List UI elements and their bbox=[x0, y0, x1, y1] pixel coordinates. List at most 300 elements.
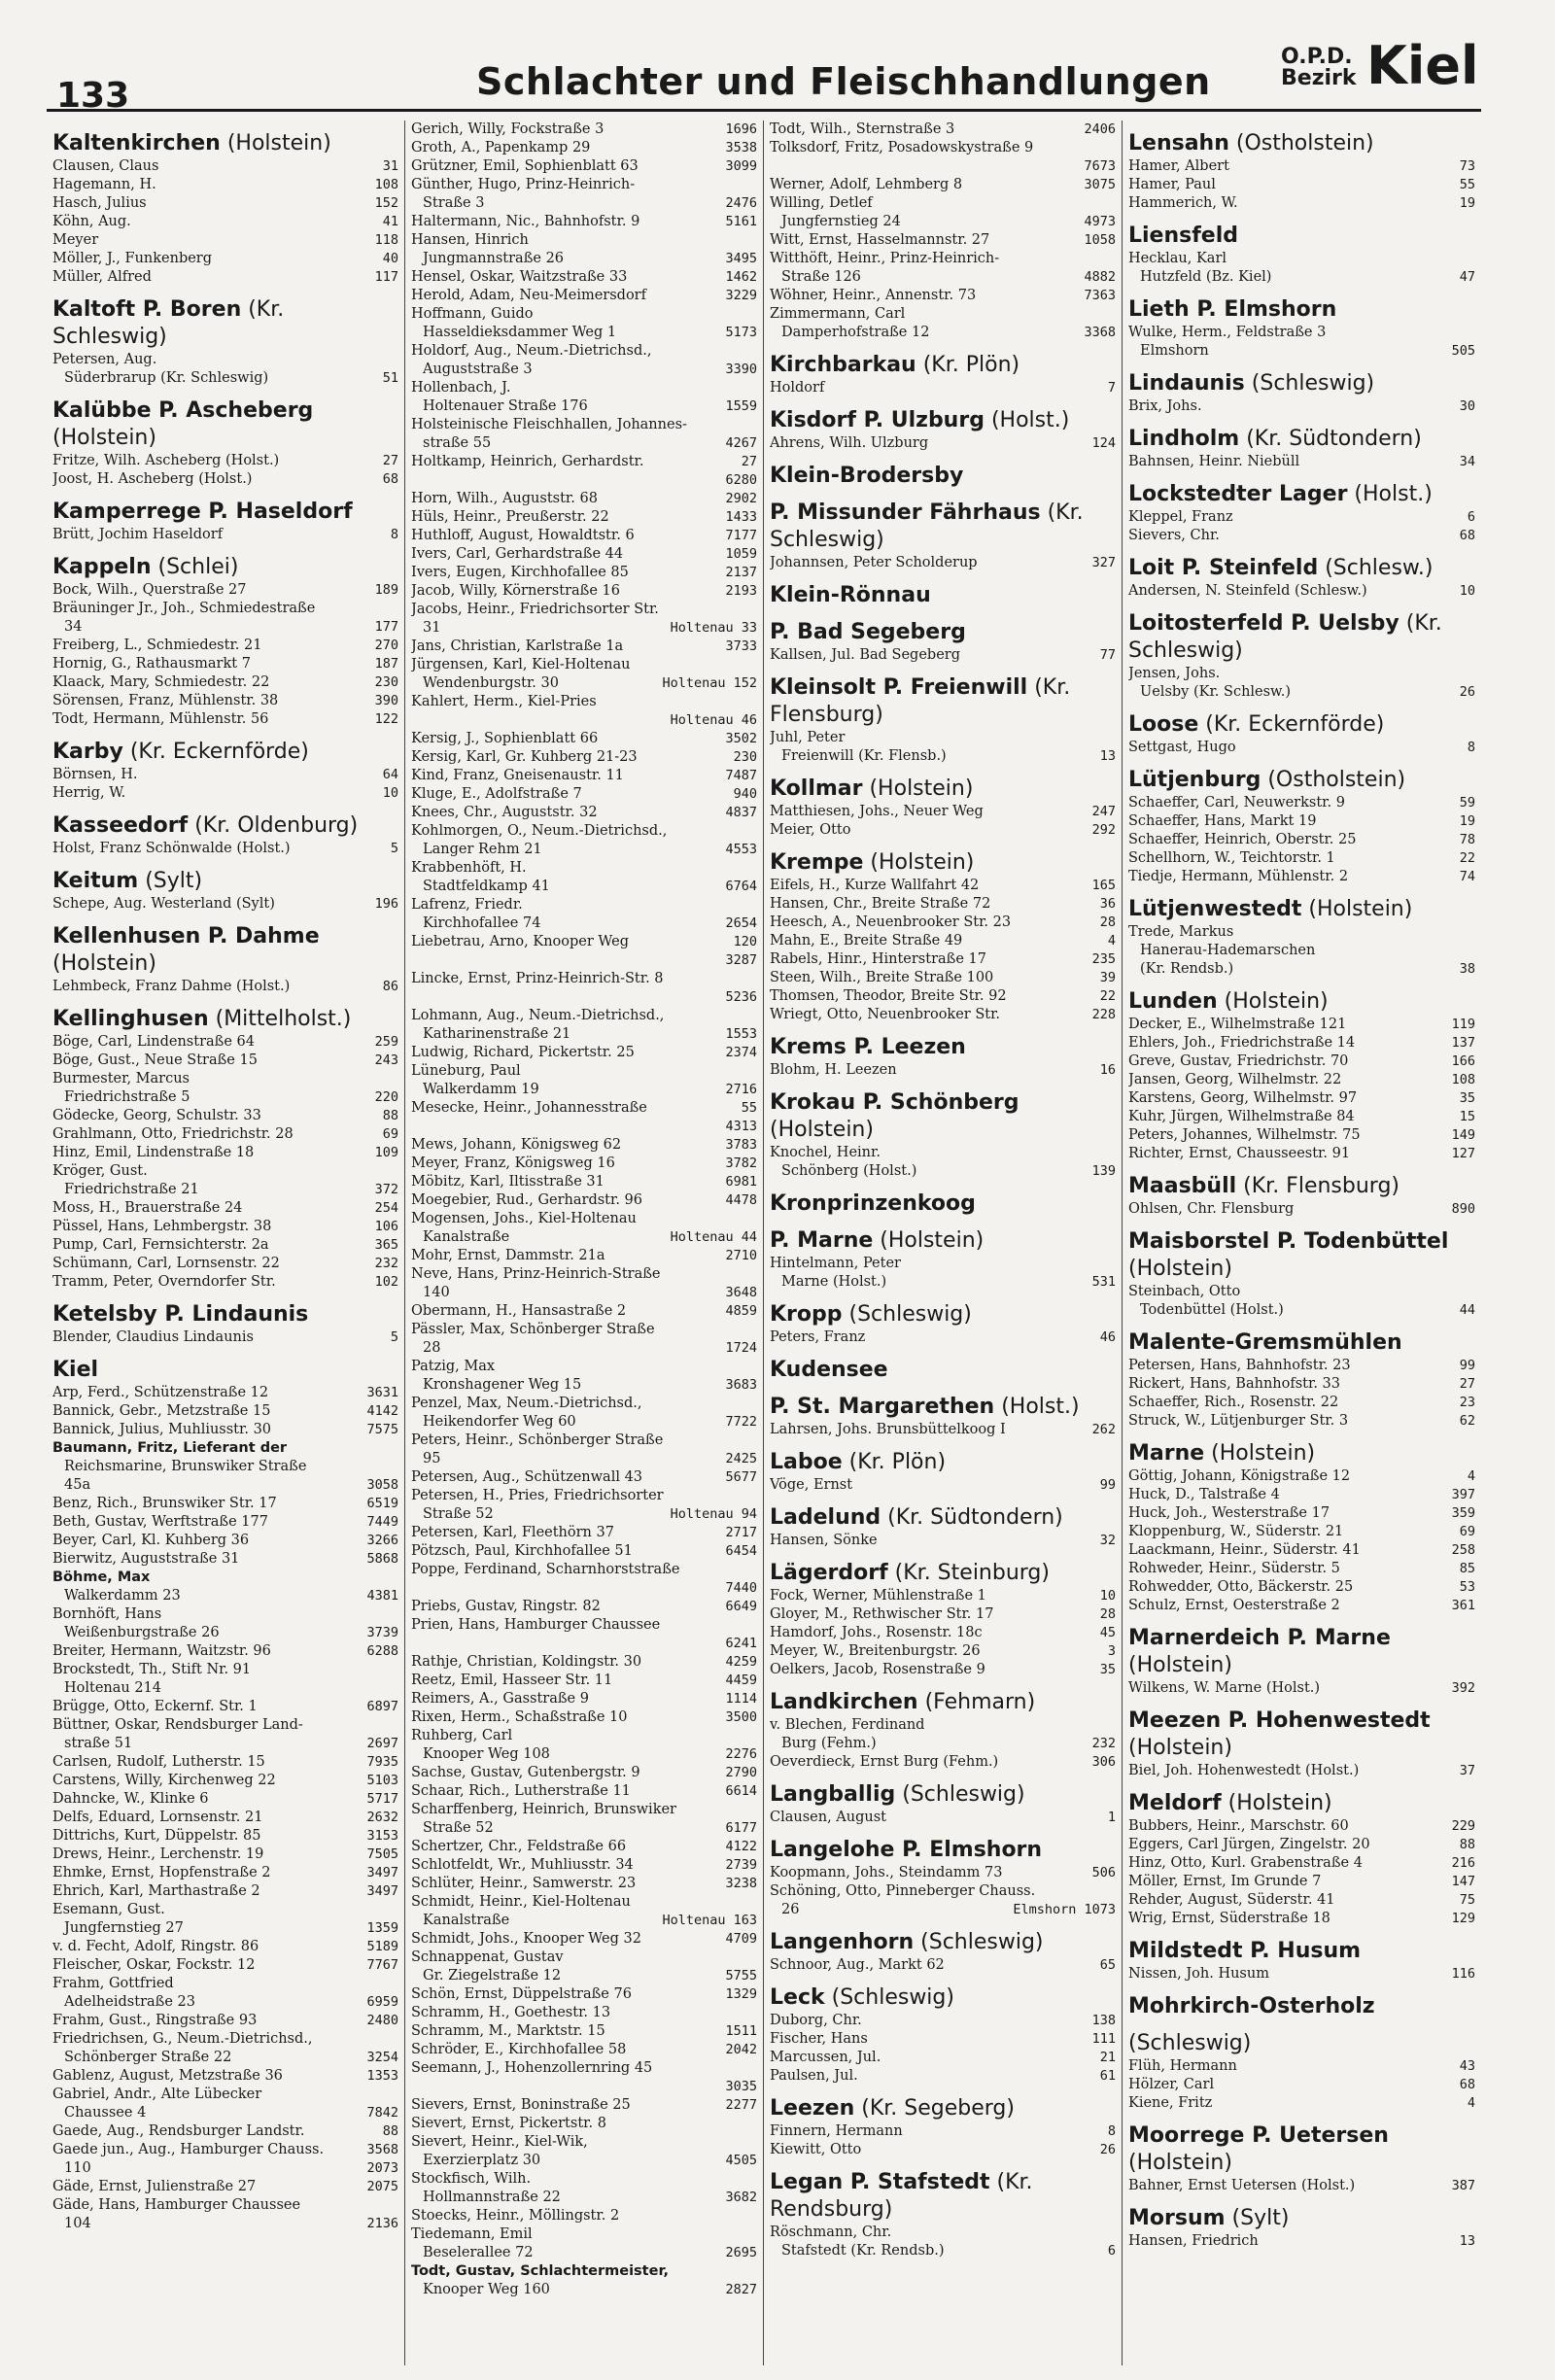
list-item bbox=[52, 600, 398, 618]
entry-text: Brockstedt, Th., Stift Nr. 91 bbox=[52, 1662, 252, 1677]
phone-number: 51 bbox=[382, 370, 398, 386]
phone-number: 228 bbox=[1091, 1007, 1116, 1022]
entry-text: Jacob, Willy, Körnerstraße 16 bbox=[411, 583, 620, 599]
phone-number: 116 bbox=[1451, 1966, 1475, 1982]
list-item bbox=[52, 1144, 398, 1162]
entry-text: Pump, Carl, Fernsichterstr. 2a bbox=[52, 1237, 269, 1253]
entry-text: Decker, E., Wilhelmstraße 121 bbox=[1128, 1017, 1347, 1032]
list-item bbox=[52, 1273, 398, 1292]
entry-text: Ahrens, Wilh. Ulzburg bbox=[770, 435, 929, 451]
phone-number: 3648 bbox=[725, 1285, 757, 1300]
place-heading bbox=[770, 1227, 1116, 1255]
entry-text: Straße 52 bbox=[423, 1506, 494, 1522]
entry-text: Kersig, Karl, Gr. Kuhberg 21-23 bbox=[411, 749, 638, 765]
phone-number: 3 bbox=[1107, 1643, 1116, 1659]
entry-text: Breiter, Hermann, Waitzstr. 96 bbox=[52, 1643, 271, 1659]
entry-text: Schaar, Rich., Lutherstraße 11 bbox=[411, 1783, 631, 1799]
list-item bbox=[1128, 1108, 1475, 1126]
entry-text: Reichsmarine, Brunswiker Straße bbox=[64, 1459, 307, 1474]
entry-text: Holsteinische Fleischhallen, Johannes- bbox=[411, 417, 687, 432]
entry-text: Ivers, Eugen, Kirchhofallee 85 bbox=[411, 565, 629, 580]
list-item bbox=[770, 2067, 1116, 2086]
entry-list bbox=[1128, 1283, 1475, 1320]
place-name: Loit P. Steinfeld bbox=[1128, 556, 1319, 580]
list-item bbox=[411, 1801, 757, 1819]
entry-text: Todt, Gustav, Schlachtermeister, bbox=[411, 2263, 669, 2279]
entry-text: Juhl, Peter bbox=[770, 730, 846, 745]
list-item bbox=[411, 878, 757, 896]
entry-text: Hollenbach, J. bbox=[411, 380, 511, 396]
entry-text: Rohwedder, Otto, Bäckerstr. 25 bbox=[1128, 1579, 1354, 1595]
place-heading bbox=[52, 868, 398, 895]
entry-text: Bräuninger Jr., Joh., Schmiedestraße bbox=[52, 601, 316, 616]
phone-number: 102 bbox=[374, 1274, 398, 1290]
place-region: (Kr. Rendsburg) bbox=[770, 2170, 1033, 2222]
list-item bbox=[411, 1173, 757, 1191]
place-heading bbox=[770, 674, 1116, 729]
entry-text: Arp, Ferd., Schützenstraße 12 bbox=[52, 1385, 269, 1400]
entry-text: Friedrichsen, G., Neum.-Dietrichsd., bbox=[52, 2031, 313, 2047]
phone-number: 327 bbox=[1091, 555, 1116, 570]
list-item bbox=[1128, 1873, 1475, 1891]
place-heading bbox=[1128, 1329, 1475, 1357]
entry-text: Brügge, Otto, Eckernf. Str. 1 bbox=[52, 1699, 258, 1714]
place-heading bbox=[52, 923, 398, 978]
phone-number: 2193 bbox=[725, 583, 757, 599]
place-heading bbox=[52, 1301, 398, 1328]
list-item bbox=[1128, 453, 1475, 471]
entry-text: Poppe, Ferdinand, Scharnhorststraße bbox=[411, 1562, 680, 1577]
phone-number: 6 bbox=[1467, 509, 1475, 525]
phone-number: 108 bbox=[1451, 1072, 1475, 1087]
list-item bbox=[1128, 1541, 1475, 1560]
list-item bbox=[411, 361, 757, 379]
entry-text: Stadtfeldkamp 41 bbox=[423, 879, 550, 894]
entry-list bbox=[770, 729, 1116, 766]
list-item bbox=[770, 379, 1116, 397]
phone-number: 13 bbox=[1459, 2233, 1475, 2249]
list-item bbox=[770, 877, 1116, 895]
list-item bbox=[1128, 2177, 1475, 2195]
entry-text: Matthiesen, Johs., Neuer Weg bbox=[770, 804, 984, 819]
phone-number: 3229 bbox=[725, 288, 757, 303]
list-item bbox=[411, 268, 757, 287]
phone-number: 6519 bbox=[366, 1496, 398, 1511]
phone-number: 47 bbox=[1459, 269, 1475, 285]
phone-number: 359 bbox=[1451, 1505, 1475, 1521]
entry-text: Heikendorfer Weg 60 bbox=[423, 1414, 576, 1430]
phone-number: 3495 bbox=[725, 251, 757, 266]
place-region: (Holstein) bbox=[873, 1228, 985, 1253]
list-item bbox=[52, 1790, 398, 1809]
entry-text: Rehder, August, Süderstr. 41 bbox=[1128, 1892, 1335, 1908]
phone-number: 7440 bbox=[725, 1580, 757, 1596]
list-item bbox=[411, 914, 757, 933]
entry-text: Moegebier, Rud., Gerhardstr. 96 bbox=[411, 1192, 643, 1208]
phone-number: 118 bbox=[374, 232, 398, 248]
list-item bbox=[52, 2049, 398, 2067]
entry-text: Hoffmann, Guido bbox=[411, 306, 534, 322]
entry-list bbox=[770, 1476, 1116, 1495]
list-item bbox=[411, 1561, 757, 1579]
place-region: (Kr. Steinburg) bbox=[887, 1561, 1050, 1585]
place-heading bbox=[52, 554, 398, 581]
place-name: Landkirchen bbox=[770, 1690, 918, 1714]
list-item bbox=[52, 526, 398, 544]
entry-text: Bock, Wilh., Querstraße 27 bbox=[52, 582, 247, 598]
list-item bbox=[770, 305, 1116, 324]
entry-list bbox=[770, 1421, 1116, 1439]
place-name: Kleinsolt P. Freienwill bbox=[770, 675, 1028, 700]
list-item bbox=[52, 1827, 398, 1845]
entry-text: Huck, Joh., Westerstraße 17 bbox=[1128, 1505, 1330, 1521]
list-item bbox=[411, 2207, 757, 2225]
entry-list bbox=[52, 1384, 398, 2233]
phone-number: 247 bbox=[1091, 804, 1116, 819]
entry-list bbox=[52, 351, 398, 388]
list-item bbox=[52, 655, 398, 673]
page-title: Schlachter und Fleischhandlungen bbox=[476, 60, 1211, 103]
list-item bbox=[411, 1912, 757, 1930]
entry-list bbox=[770, 379, 1116, 397]
list-item bbox=[411, 1579, 757, 1598]
entry-text: Vöge, Ernst bbox=[770, 1477, 853, 1493]
list-item bbox=[770, 250, 1116, 268]
list-item bbox=[52, 1698, 398, 1716]
list-item bbox=[52, 470, 398, 489]
phone-number: 259 bbox=[374, 1034, 398, 1050]
entry-text: Kleppel, Franz bbox=[1128, 509, 1233, 525]
phone-number: 397 bbox=[1451, 1487, 1475, 1502]
place-region: (Kr. Oldenburg) bbox=[188, 813, 359, 838]
place-name: Langenhorn bbox=[770, 1930, 915, 1954]
list-item bbox=[411, 2262, 757, 2281]
entry-text: 104 bbox=[64, 2216, 91, 2231]
list-item bbox=[1128, 582, 1475, 601]
phone-number: 4837 bbox=[725, 805, 757, 820]
list-item bbox=[52, 1901, 398, 1919]
entry-text: Kuhr, Jürgen, Wilhelmstraße 84 bbox=[1128, 1109, 1355, 1124]
list-item bbox=[52, 1975, 398, 1993]
place-name: Langballig bbox=[770, 1782, 896, 1807]
place-heading bbox=[770, 582, 1116, 609]
entry-text: Gäde, Hans, Hamburger Chaussee bbox=[52, 2197, 301, 2213]
entry-text: Göttig, Johann, Königstraße 12 bbox=[1128, 1468, 1351, 1484]
list-item bbox=[770, 950, 1116, 969]
place-region: (Holstein) bbox=[1128, 2151, 1232, 2175]
entry-text: Sievers, Ernst, Boninstraße 25 bbox=[411, 2097, 631, 2113]
place-name: Liensfeld bbox=[1128, 224, 1239, 248]
phone-number: 8 bbox=[1107, 2123, 1116, 2139]
entry-text: Kallsen, Jul. Bad Segeberg bbox=[770, 647, 960, 663]
phone-number: 5677 bbox=[725, 1469, 757, 1485]
entry-text: Röschmann, Chr. bbox=[770, 2225, 892, 2240]
phone-number: 3287 bbox=[725, 952, 757, 968]
entry-list bbox=[52, 1328, 398, 1347]
entry-text: Walkerdamm 23 bbox=[64, 1588, 181, 1604]
phone-number: 4709 bbox=[725, 1931, 757, 1947]
entry-text: Brütt, Jochim Haseldorf bbox=[52, 527, 224, 542]
entry-text: 140 bbox=[423, 1285, 450, 1300]
entry-text: Biel, Joh. Hohenwestedt (Holst.) bbox=[1128, 1763, 1360, 1778]
phone-number: 4 bbox=[1467, 1468, 1475, 1484]
entry-list bbox=[52, 581, 398, 729]
place-region: (Kr. Schleswig) bbox=[770, 500, 1084, 552]
entry-text: Hamdorf, Johs., Rosenstr. 18c bbox=[770, 1625, 983, 1640]
list-item bbox=[52, 2141, 398, 2159]
list-item bbox=[411, 1321, 757, 1339]
entry-list bbox=[770, 1144, 1116, 1181]
list-item bbox=[1128, 1504, 1475, 1523]
place-region: (Sylt) bbox=[1225, 2206, 1290, 2230]
list-item bbox=[411, 730, 757, 748]
list-item bbox=[770, 1753, 1116, 1772]
list-item bbox=[52, 1162, 398, 1181]
phone-number: 28 bbox=[1099, 1606, 1116, 1622]
entry-text: Schönberg (Holst.) bbox=[781, 1163, 917, 1179]
place-heading bbox=[52, 130, 398, 157]
entry-text: Gödecke, Georg, Schulstr. 33 bbox=[52, 1108, 261, 1123]
place-name: Klein-Rönnau bbox=[770, 583, 931, 607]
list-item bbox=[770, 1144, 1116, 1162]
list-item bbox=[52, 1679, 398, 1698]
list-item bbox=[770, 1255, 1116, 1273]
list-item bbox=[411, 1967, 757, 1985]
entry-text: Frahm, Gottfried bbox=[52, 1976, 174, 1991]
list-item bbox=[411, 1044, 757, 1062]
list-item bbox=[770, 1661, 1116, 1679]
list-item bbox=[770, 1273, 1116, 1292]
entry-text: Willing, Detlef bbox=[770, 195, 873, 211]
entry-text: Petersen, Karl, Fleethörn 37 bbox=[411, 1525, 614, 1540]
list-item bbox=[411, 2189, 757, 2207]
place-region: (Holstein) bbox=[1128, 1257, 1232, 1281]
entry-text: Exerzierplatz 30 bbox=[423, 2153, 541, 2168]
list-item bbox=[52, 1587, 398, 1605]
list-item bbox=[1128, 250, 1475, 268]
entry-text: Petersen, Hans, Bahnhofstr. 23 bbox=[1128, 1358, 1351, 1373]
entry-text: Friedrichstraße 5 bbox=[64, 1089, 190, 1105]
phone-number: 3266 bbox=[366, 1533, 398, 1548]
entry-list bbox=[1128, 1467, 1475, 1615]
list-item bbox=[1128, 1679, 1475, 1698]
phone-number: 2277 bbox=[725, 2097, 757, 2113]
phone-number: 5717 bbox=[366, 1791, 398, 1807]
list-item bbox=[770, 747, 1116, 766]
entry-text: Todenbüttel (Holst.) bbox=[1140, 1302, 1284, 1318]
list-item bbox=[770, 1882, 1116, 1901]
entry-text: Carstens, Willy, Kirchenweg 22 bbox=[52, 1773, 276, 1788]
list-item bbox=[411, 1524, 757, 1542]
phone-number: 3631 bbox=[366, 1385, 398, 1400]
list-item bbox=[52, 2104, 398, 2122]
phone-number: 1058 bbox=[1084, 232, 1116, 248]
phone-number: 69 bbox=[1459, 1524, 1475, 1539]
phone-number: 55 bbox=[741, 1100, 757, 1116]
entry-text: Börnsen, H. bbox=[52, 767, 138, 782]
entry-text: Carlsen, Rudolf, Lutherstr. 15 bbox=[52, 1754, 265, 1770]
phone-number: 5 bbox=[390, 841, 398, 856]
list-item bbox=[411, 1875, 757, 1893]
list-item bbox=[1128, 157, 1475, 176]
list-item bbox=[52, 1845, 398, 1864]
entry-text: Mews, Johann, Königsweg 62 bbox=[411, 1137, 622, 1153]
place-heading bbox=[770, 1781, 1116, 1809]
place-heading bbox=[52, 1006, 398, 1033]
place-heading bbox=[52, 739, 398, 766]
phone-number: 40 bbox=[382, 251, 398, 266]
phone-number: 1553 bbox=[725, 1026, 757, 1042]
entry-text: Jungfernstieg 27 bbox=[64, 1920, 184, 1936]
entry-text: Meier, Otto bbox=[770, 822, 851, 838]
phone-number: 27 bbox=[382, 453, 398, 468]
phone-number: 7842 bbox=[366, 2105, 398, 2121]
entry-text: Seemann, J., Hohenzollernring 45 bbox=[411, 2060, 653, 2076]
entry-text: Stoecks, Heinr., Möllingstr. 2 bbox=[411, 2208, 620, 2224]
phone-number: 2137 bbox=[725, 565, 757, 580]
list-item bbox=[52, 1605, 398, 1624]
list-item bbox=[411, 1450, 757, 1468]
place-name: Kamperrege P. Haseldorf bbox=[52, 500, 353, 524]
phone-number: 7575 bbox=[366, 1422, 398, 1437]
list-item bbox=[411, 1210, 757, 1228]
list-item bbox=[411, 231, 757, 250]
phone-number: Holtenau 163 bbox=[662, 1913, 757, 1928]
phone-number: 3568 bbox=[366, 2142, 398, 2157]
list-item bbox=[411, 1819, 757, 1838]
entry-list bbox=[52, 452, 398, 489]
list-item bbox=[411, 2170, 757, 2189]
list-item bbox=[52, 618, 398, 637]
entry-text: Benz, Rich., Brunswiker Str. 17 bbox=[52, 1496, 277, 1511]
list-item bbox=[52, 1181, 398, 1199]
entry-text: Knooper Weg 160 bbox=[423, 2282, 550, 2297]
entry-text: Marcussen, Jul. bbox=[770, 2050, 881, 2065]
entry-text: Hintelmann, Peter bbox=[770, 1256, 901, 1271]
place-name: Loitosterfeld P. Uelsby bbox=[1128, 611, 1400, 636]
phone-number: 6649 bbox=[725, 1599, 757, 1614]
entry-list bbox=[1128, 1016, 1475, 1163]
list-item bbox=[770, 2049, 1116, 2067]
entry-text: Büttner, Oskar, Rendsburger Land- bbox=[52, 1717, 303, 1733]
phone-number: 10 bbox=[382, 785, 398, 801]
entry-text: Freiberg, L., Schmiedestr. 21 bbox=[52, 638, 262, 653]
opd-label bbox=[1281, 47, 1357, 89]
entry-text: Thomsen, Theodor, Breite Str. 92 bbox=[770, 988, 1007, 1004]
entry-list bbox=[1128, 1357, 1475, 1431]
entry-list bbox=[1128, 1200, 1475, 1219]
place-heading bbox=[770, 1357, 1116, 1384]
entry-text: Esemann, Gust. bbox=[52, 1902, 165, 1917]
list-item bbox=[1128, 812, 1475, 831]
list-item bbox=[52, 581, 398, 600]
place-heading bbox=[770, 1689, 1116, 1716]
list-item bbox=[411, 139, 757, 157]
entry-text: Schramm, H., Goethestr. 13 bbox=[411, 2005, 611, 2020]
entry-text: Nissen, Joh. Husum bbox=[1128, 1966, 1269, 1982]
list-item bbox=[411, 1708, 757, 1727]
place-region: (Holst.) bbox=[994, 1395, 1080, 1419]
list-item bbox=[411, 1007, 757, 1025]
entry-text: Beselerallee 72 bbox=[423, 2245, 534, 2260]
list-item bbox=[52, 710, 398, 729]
phone-number: 69 bbox=[382, 1126, 398, 1142]
phone-number: 28 bbox=[1099, 914, 1116, 930]
phone-number: 2276 bbox=[725, 1746, 757, 1762]
entry-list bbox=[1128, 1762, 1475, 1780]
place-name: Laboe bbox=[770, 1450, 843, 1474]
entry-text: Jansen, Georg, Wilhelmstr. 22 bbox=[1128, 1072, 1342, 1087]
entry-text: Koopmann, Johs., Steindamm 73 bbox=[770, 1865, 1003, 1880]
entry-text: Petersen, H., Pries, Friedrichsorter bbox=[411, 1488, 664, 1503]
phone-number: 86 bbox=[382, 979, 398, 994]
list-item bbox=[1128, 1817, 1475, 1836]
place-name: Keitum bbox=[52, 869, 139, 893]
place-region: (Sylt) bbox=[138, 869, 203, 893]
list-item bbox=[52, 2159, 398, 2178]
phone-number: 32 bbox=[1099, 1533, 1116, 1548]
entry-text: Dahncke, W., Klinke 6 bbox=[52, 1791, 209, 1807]
phone-number: 3099 bbox=[725, 158, 757, 174]
entry-text: Beth, Gustav, Werftstraße 177 bbox=[52, 1514, 268, 1530]
place-heading bbox=[1128, 2122, 1475, 2177]
entry-text: Gablenz, August, Metzstraße 36 bbox=[52, 2068, 283, 2084]
place-region: (Holstein) bbox=[1221, 1791, 1332, 1815]
list-item bbox=[1128, 1891, 1475, 1910]
list-item bbox=[411, 1542, 757, 1561]
list-item bbox=[52, 1938, 398, 1956]
phone-number: 37 bbox=[1459, 1763, 1475, 1778]
phone-number: 13 bbox=[1099, 748, 1116, 764]
entry-text: Elmshorn bbox=[1140, 343, 1209, 359]
list-item bbox=[52, 1550, 398, 1569]
entry-text: Delfs, Eduard, Lornsenstr. 21 bbox=[52, 1810, 263, 1825]
list-item bbox=[770, 1421, 1116, 1439]
place-name: Kellinghusen bbox=[52, 1007, 209, 1031]
list-item bbox=[411, 1782, 757, 1801]
entry-text: Rohweder, Heinr., Süderstr. 5 bbox=[1128, 1561, 1340, 1576]
list-item bbox=[411, 896, 757, 914]
list-item bbox=[411, 1376, 757, 1395]
phone-number: 6764 bbox=[725, 879, 757, 894]
entry-list bbox=[52, 978, 398, 996]
phone-number: 4313 bbox=[725, 1119, 757, 1134]
phone-number: 1559 bbox=[725, 398, 757, 414]
entry-text: Freienwill (Kr. Flensb.) bbox=[781, 748, 947, 764]
list-item bbox=[411, 121, 757, 139]
entry-text: Kahlert, Herm., Kiel-Pries bbox=[411, 694, 597, 709]
entry-text: Greve, Gustav, Friedrichstr. 70 bbox=[1128, 1053, 1349, 1069]
phone-number: 6241 bbox=[725, 1636, 757, 1651]
entry-text: Krabbenhöft, H. bbox=[411, 860, 527, 876]
entry-text: Böge, Gust., Neue Straße 15 bbox=[52, 1052, 258, 1068]
place-heading bbox=[1128, 1173, 1475, 1200]
list-item bbox=[52, 1661, 398, 1679]
entry-text: straße 51 bbox=[64, 1736, 133, 1751]
phone-number: 61 bbox=[1099, 2068, 1116, 2084]
list-item bbox=[1128, 849, 1475, 868]
phone-number: 30 bbox=[1459, 398, 1475, 414]
list-item bbox=[411, 2059, 757, 2078]
list-item bbox=[1128, 527, 1475, 545]
phone-number: 390 bbox=[374, 693, 398, 708]
entry-text: Böhme, Max bbox=[52, 1569, 151, 1585]
entry-text: Schnappenat, Gustav bbox=[411, 1949, 564, 1965]
entry-text: Chaussee 4 bbox=[64, 2105, 147, 2121]
list-item bbox=[52, 1476, 398, 1495]
list-item bbox=[411, 1284, 757, 1302]
place-name: Leck bbox=[770, 1985, 825, 2010]
